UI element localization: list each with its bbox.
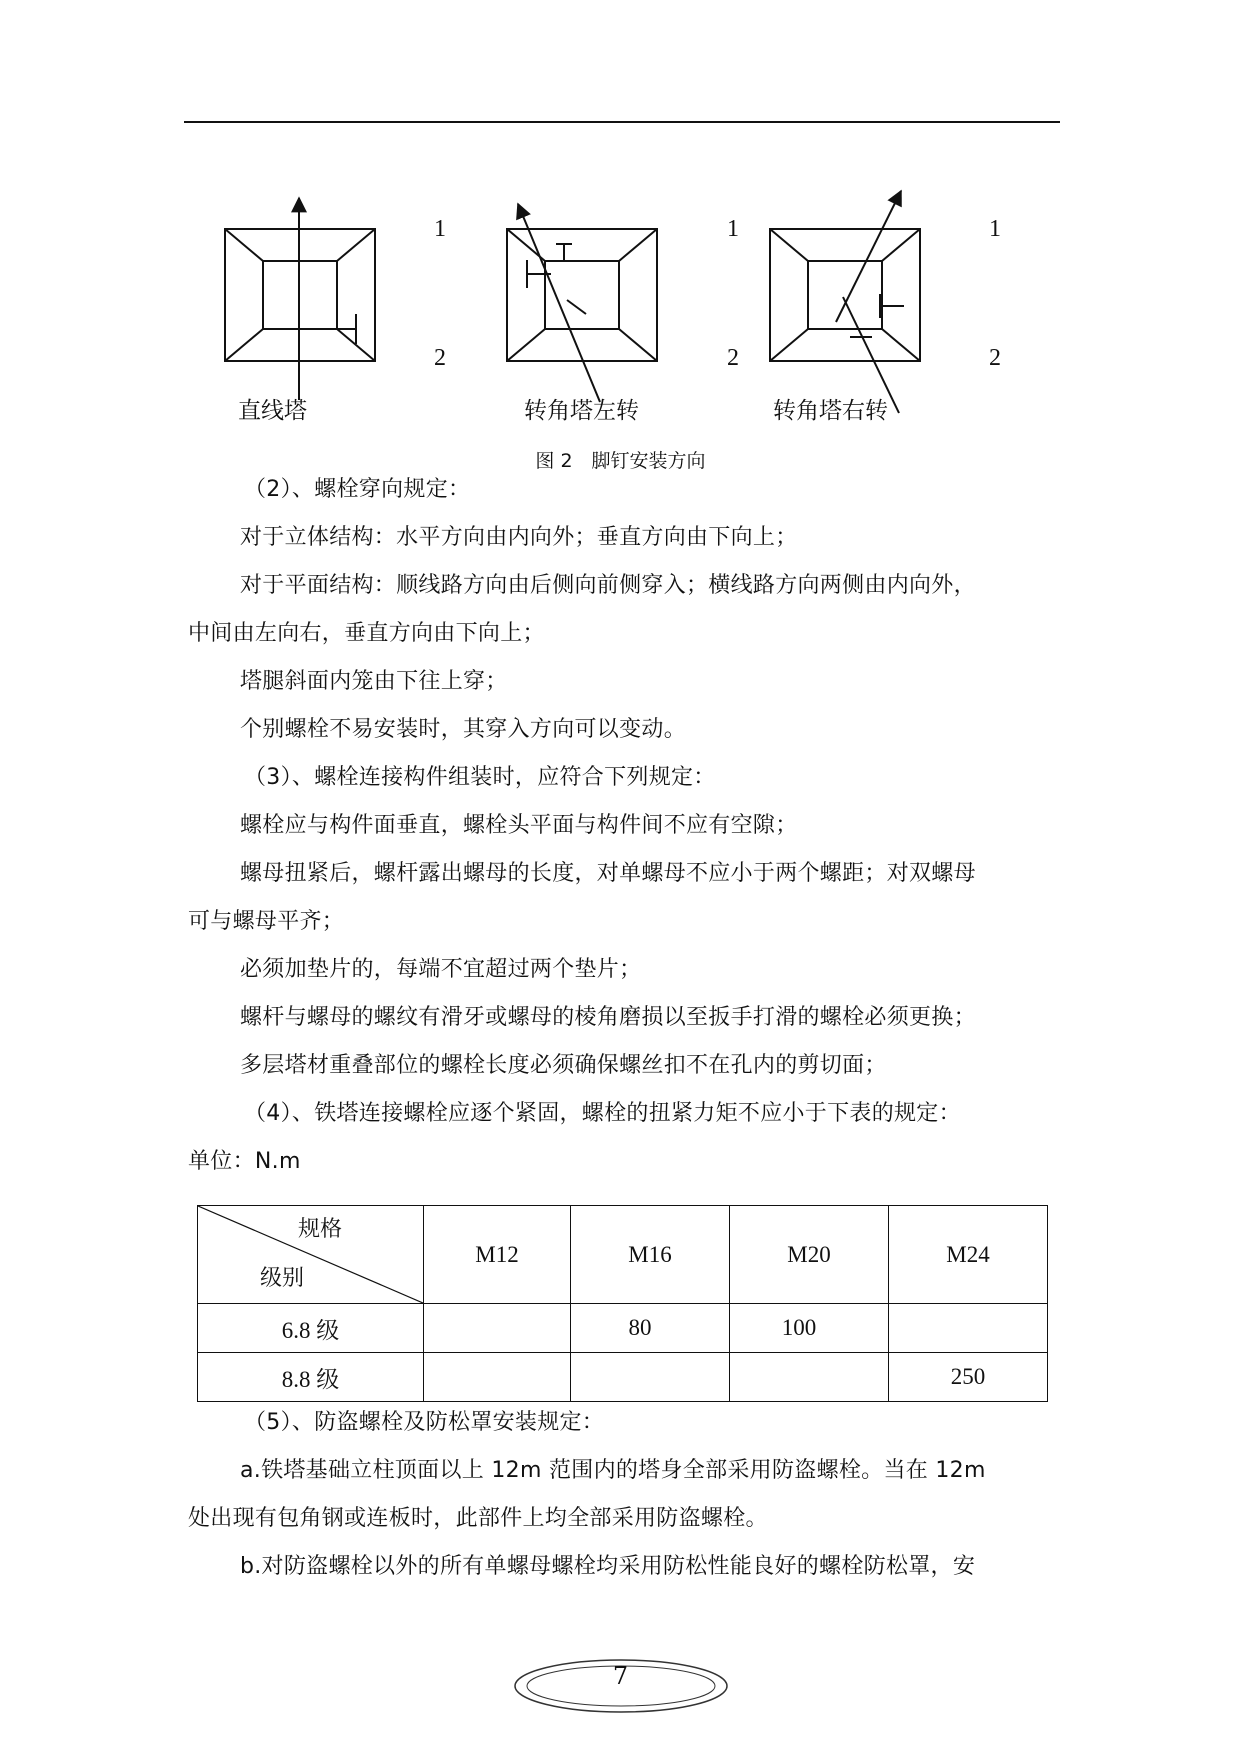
grade-cell: 6.8 级 bbox=[198, 1304, 424, 1353]
label-corner-left: 转角塔左转 bbox=[524, 398, 639, 424]
paragraph: 可与螺母平齐； bbox=[188, 909, 345, 934]
page-number: 7 bbox=[612, 1662, 629, 1690]
column-header: M24 bbox=[889, 1206, 1048, 1304]
corner-spec-label: 规格 bbox=[298, 1217, 343, 1242]
figure-caption: 图 2 脚钉安装方向 bbox=[535, 450, 706, 472]
paragraph: a.铁塔基础立柱顶面以上 12m 范围内的塔身全部采用防盗螺栓。当在 12m bbox=[240, 1458, 986, 1483]
paragraph: 螺母扭紧后，螺杆露出螺母的长度，对单螺母不应小于两个螺距；对双螺母 bbox=[240, 861, 976, 886]
paragraph: 对于立体结构：水平方向由内向外；垂直方向由下向上； bbox=[240, 525, 798, 550]
table-row bbox=[198, 1353, 1048, 1402]
corner-number-1: 1 bbox=[989, 216, 1001, 242]
paragraph: 个别螺栓不易安装时，其穿入方向可以变动。 bbox=[240, 717, 687, 742]
paragraph: 螺栓应与构件面垂直，螺栓头平面与构件间不应有空隙； bbox=[240, 813, 798, 838]
torque-table bbox=[197, 1205, 1048, 1402]
table-row bbox=[198, 1304, 1048, 1353]
table-cell: 100 bbox=[730, 1304, 889, 1353]
paragraph: （4）、铁塔连接螺栓应逐个紧固，螺栓的扭紧力矩不应小于下表的规定： bbox=[244, 1101, 961, 1126]
foot-nail-diagram bbox=[0, 0, 1241, 440]
label-straight-tower: 直线塔 bbox=[238, 398, 307, 424]
label-corner-right: 转角塔右转 bbox=[773, 398, 888, 424]
table-header-row bbox=[198, 1206, 1048, 1304]
table-cell: 80 bbox=[571, 1304, 730, 1353]
column-header: M12 bbox=[424, 1206, 571, 1304]
grade-cell: 8.8 级 bbox=[198, 1353, 424, 1402]
table-cell bbox=[424, 1353, 571, 1402]
paragraph: （3）、螺栓连接构件组装时，应符合下列规定： bbox=[244, 765, 716, 790]
corner-number-2: 2 bbox=[434, 345, 446, 371]
tower-straight-plan bbox=[225, 198, 375, 400]
table-corner-cell bbox=[198, 1206, 424, 1304]
paragraph: 对于平面结构：顺线路方向由后侧向前侧穿入；横线路方向两侧由内向外， bbox=[240, 573, 976, 598]
paragraph: 处出现有包角钢或连板时，此部件上均全部采用防盗螺栓。 bbox=[188, 1506, 768, 1531]
corner-number-1: 1 bbox=[727, 216, 739, 242]
table-cell bbox=[889, 1304, 1048, 1353]
paragraph: 必须加垫片的，每端不宜超过两个垫片； bbox=[240, 957, 642, 982]
corner-number-1: 1 bbox=[434, 216, 446, 242]
column-header: M16 bbox=[571, 1206, 730, 1304]
corner-grade-label: 级别 bbox=[260, 1266, 305, 1291]
paragraph: b.对防盗螺栓以外的所有单螺母螺栓均采用防松性能良好的螺栓防松罩，安 bbox=[240, 1554, 976, 1579]
table-cell bbox=[424, 1304, 571, 1353]
paragraph: （2）、螺栓穿向规定： bbox=[244, 477, 471, 502]
tower-corner-left-plan bbox=[507, 204, 657, 402]
table-cell bbox=[571, 1353, 730, 1402]
paragraph: 螺杆与螺母的螺纹有滑牙或螺母的棱角磨损以至扳手打滑的螺栓必须更换； bbox=[240, 1005, 976, 1030]
paragraph: 多层塔材重叠部位的螺栓长度必须确保螺丝扣不在孔内的剪切面； bbox=[240, 1053, 887, 1078]
corner-number-2: 2 bbox=[989, 345, 1001, 371]
paragraph: （5）、防盗螺栓及防松罩安装规定： bbox=[244, 1410, 605, 1435]
corner-number-2: 2 bbox=[727, 345, 739, 371]
unit-label: 单位：N.m bbox=[188, 1149, 301, 1174]
column-header: M20 bbox=[730, 1206, 889, 1304]
paragraph: 中间由左向右，垂直方向由下向上； bbox=[188, 621, 545, 646]
table-cell bbox=[730, 1353, 889, 1402]
paragraph: 塔腿斜面内笼由下往上穿； bbox=[240, 669, 508, 694]
table-cell: 250 bbox=[889, 1353, 1048, 1402]
tower-corner-right-plan bbox=[770, 191, 920, 413]
